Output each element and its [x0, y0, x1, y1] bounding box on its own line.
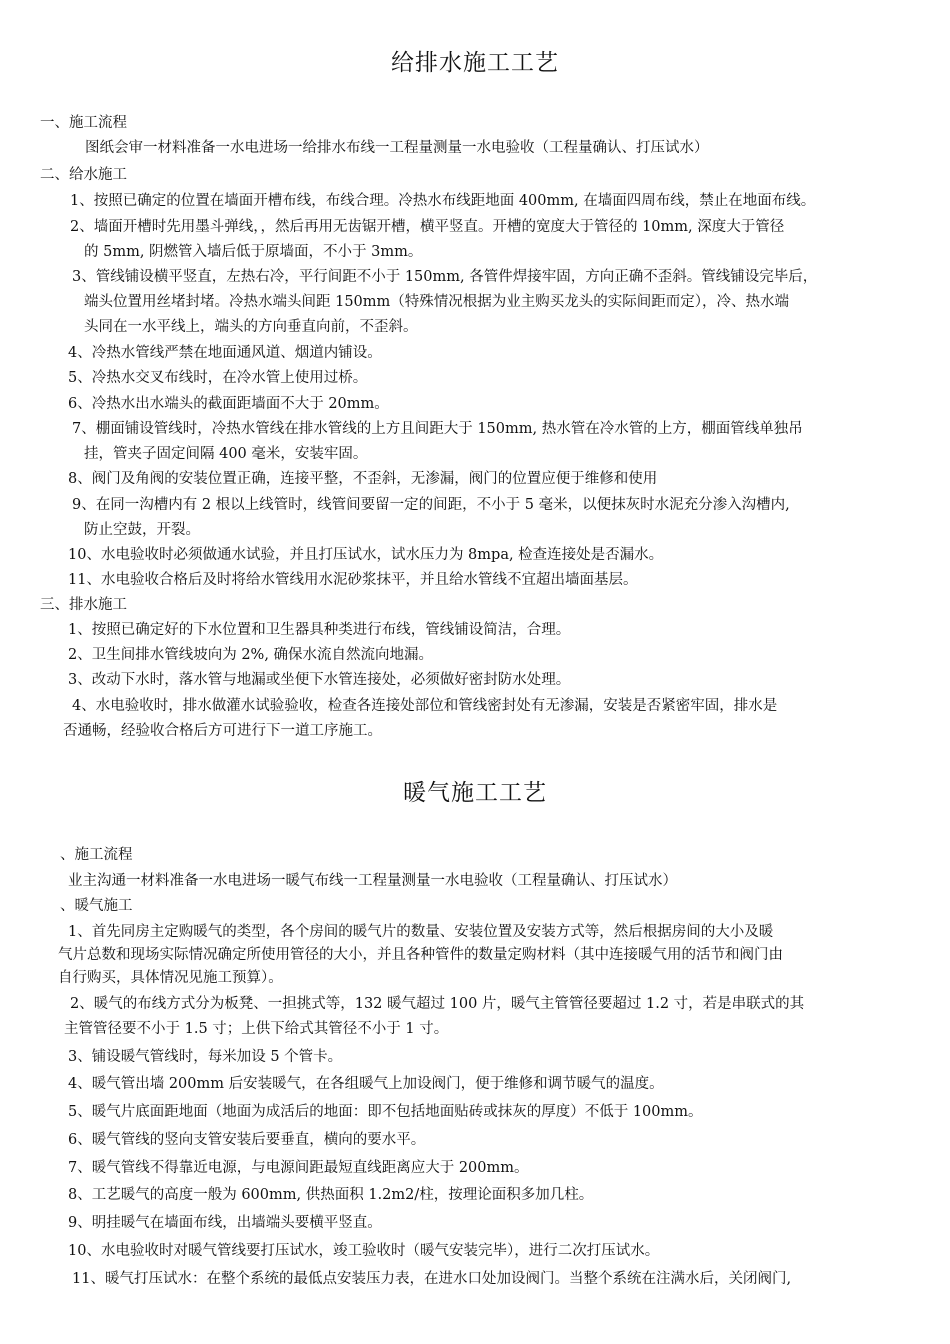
doc1-title: 给排水施工工艺	[391, 50, 559, 76]
doc1-s3-line: 否通畅，经验收合格后方可进行下一道工序施工。	[63, 723, 382, 739]
doc1-section3-heading: 三、排水施工	[40, 597, 127, 613]
doc1-s2-line: 11、水电验收合格后及时将给水管线用水泥砂浆抹平，并且给水管线不宜超出墙面基层。	[68, 572, 638, 588]
doc1-s2-line: 10、水电验收时必须做通水试验，并且打压试水，试水压力为 8mpa, 检查连接处是否漏水。	[68, 547, 664, 563]
doc2-s2-line: 11、暖气打压试水：在整个系统的最低点安装压力表，在进水口处加设阀门。当整个系统在注满水后，关闭阀门,	[72, 1271, 792, 1287]
doc2-s2-line: 4、暖气管出墙 200mm 后安装暖气，在各组暖气上加设阀门，便于维修和调节暖气的温度。	[68, 1076, 664, 1092]
doc2-s2-line: 3、铺设暖气管线时，每米加设 5 个管卡。	[68, 1049, 343, 1065]
doc1-s2-line: 的 5mm, 阴燃管入墙后低于原墙面，不小于 3mm。	[84, 244, 423, 260]
doc1-s3-line: 2、卫生间排水管线坡向为 2%, 确保水流自然流向地漏。	[68, 647, 434, 663]
doc2-section2-heading: 、暖气施工	[60, 898, 133, 914]
doc1-s2-line: 3、管线铺设横平竖直，左热右冷，平行间距不小于 150mm, 各管件焊接牢固，方向正确不歪斜。管线铺设完毕后，	[72, 269, 818, 285]
doc2-section1-heading: 、施工流程	[60, 847, 133, 863]
doc2-s2-line: 2、暖气的布线方式分为板凳、一担挑式等，132 暖气超过 100 片，暖气主管管径要超过 1.2 寸，若是串联式的其	[70, 996, 805, 1012]
doc2-s2-line: 1、首先同房主定购暖气的类型，各个房间的暖气片的数量、安装位置及安装方式等，然后根据房间的大小及暖	[68, 924, 774, 940]
doc1-s2-line: 5、冷热水交叉布线时，在冷水管上使用过桥。	[68, 370, 368, 386]
doc1-s2-line: 防止空鼓，开裂。	[84, 522, 200, 538]
doc1-process-flow: 图纸会审一材料准备一水电进场一给排水布线一工程量测量一水电验收（工程量确认、打压试水）	[85, 140, 709, 156]
doc1-s2-line: 4、冷热水管线严禁在地面通风道、烟道内铺设。	[68, 345, 382, 361]
doc2-s2-line: 8、工艺暖气的高度一般为 600mm, 供热面积 1.2m2/柱，按理论面积多加几柱。	[68, 1187, 594, 1203]
doc2-s2-line: 10、水电验收时对暖气管线要打压试水，竣工验收时（暖气安装完毕），进行二次打压试水。	[68, 1243, 660, 1259]
doc2-process-flow: 业主沟通一材料准备一水电进场一暖气布线一工程量测量一水电验收（工程量确认、打压试水）	[68, 873, 677, 889]
doc1-s2-line: 端头位置用丝堵封堵。冷热水端头间距 150mm（特殊情况根据为业主购买龙头的实际间距而定），冷、热水端	[84, 294, 790, 310]
doc1-s2-line: 8、阀门及角阀的安装位置正确，连接平整，不歪斜，无渗漏，阀门的位置应便于维修和使用	[68, 471, 658, 487]
doc1-s3-line: 4、水电验收时，排水做灌水试验验收，检查各连接处部位和管线密封处有无渗漏，安装是否紧密牢固，排水是	[72, 698, 778, 714]
doc2-title: 暖气施工工艺	[403, 780, 547, 806]
doc1-s2-line: 挂，管夹子固定间隔 400 毫米，安装牢固。	[84, 446, 368, 462]
doc1-s2-line: 2、墙面开槽时先用墨斗弹线，，然后再用无齿锯开槽，横平竖直。开槽的宽度大于管径的 10mm, 深度大于管径	[70, 219, 785, 235]
doc1-s2-line: 头同在一水平线上，端头的方向垂直向前，不歪斜。	[84, 319, 418, 335]
doc2-s2-line: 6、暖气管线的竖向支管安装后要垂直，横向的要水平。	[68, 1132, 426, 1148]
doc2-s2-line: 自行购买，具体情况见施工预算）。	[58, 970, 283, 986]
doc2-s2-line: 5、暖气片底面距地面（地面为成活后的地面：即不包括地面贴砖或抹灰的厚度）不低于 100mm。	[68, 1104, 703, 1120]
doc2-s2-line: 气片总数和现场实际情况确定所使用管径的大小，并且各种管件的数量定购材料（其中连接暖气用的活节和阀门由	[58, 947, 783, 963]
doc1-s2-line: 7、棚面铺设管线时，冷热水管线在排水管线的上方且间距大于 150mm, 热水管在冷水管的上方，棚面管线单独吊	[72, 421, 803, 437]
doc1-s2-line: 1、按照已确定的位置在墙面开槽布线，布线合理。冷热水布线距地面 400mm, 在墙面四周布线，禁止在地面布线。	[70, 193, 816, 209]
doc1-section1-heading: 一、施工流程	[40, 115, 127, 131]
doc1-s3-line: 3、改动下水时，落水管与地漏或坐便下水管连接处，必须做好密封防水处理。	[68, 672, 571, 688]
doc2-s2-line: 主管管径要不小于 1.5 寸；上供下给式其管径不小于 1 寸。	[64, 1021, 449, 1037]
doc1-s2-line: 9、在同一沟槽内有 2 根以上线管时，线管间要留一定的间距，不小于 5 毫米，以便抹灰时水泥充分渗入沟槽内,	[72, 497, 790, 513]
doc2-s2-line: 9、明挂暖气在墙面布线，出墙端头要横平竖直。	[68, 1215, 382, 1231]
doc1-s2-line: 6、冷热水出水端头的截面距墙面不大于 20mm。	[68, 396, 389, 412]
doc1-s3-line: 1、按照已确定好的下水位置和卫生器具种类进行布线，管线铺设简洁，合理。	[68, 622, 571, 638]
doc1-section2-heading: 二、给水施工	[40, 167, 127, 183]
doc2-s2-line: 7、暖气管线不得靠近电源，与电源间距最短直线距离应大于 200mm。	[68, 1160, 529, 1176]
